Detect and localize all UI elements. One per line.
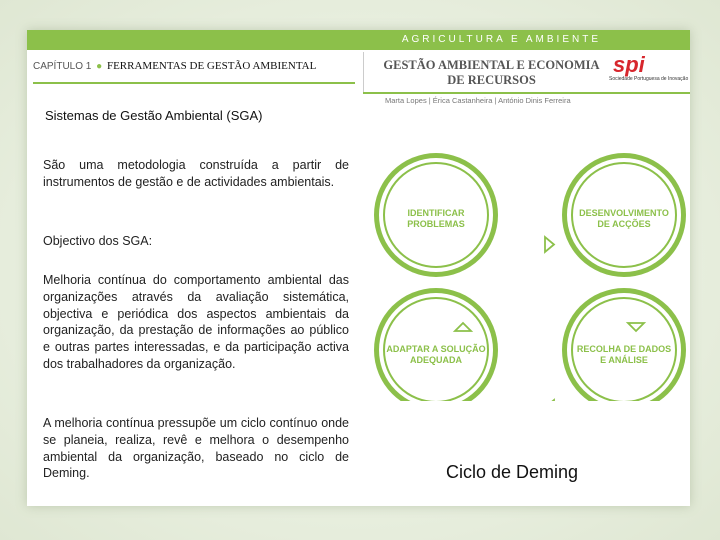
circle-adapt	[374, 288, 498, 401]
arrow-right-icon	[545, 237, 554, 252]
book-title-line2: DE RECURSOS	[447, 73, 536, 87]
circle-adapt-line1: ADAPTAR A SOLUÇÃO	[386, 344, 486, 354]
authors: Marta Lopes | Érica Castanheira | António Dinis Ferreira	[385, 96, 571, 105]
circle-identify	[374, 153, 498, 277]
circle-develop	[562, 153, 686, 277]
chapter-label: CAPÍTULO 1	[33, 61, 92, 72]
spi-logo	[605, 53, 687, 83]
circle-collect-line2: E ANÁLISE	[600, 355, 648, 365]
chapter-heading	[33, 60, 355, 84]
logo-mark: spi	[613, 52, 645, 77]
book-title-line1: GESTÃO AMBIENTAL E ECONOMIA	[383, 58, 600, 72]
bullet-icon: ●	[96, 61, 103, 72]
paragraph-continuous-improvement: A melhoria contínua pressupõe um ciclo contínuo onde se planeia, realiza, revê e melhora o desempenho ambiental da organização, baseado no ciclo de Deming.	[43, 416, 349, 481]
paragraph-objective-heading: Objectivo dos SGA:	[43, 234, 153, 248]
section-title: Sistemas de Gestão Ambiental (SGA)	[45, 108, 263, 123]
paragraph-objective: Melhoria contínua do comportamento ambiental das organizações através da avaliação sistemática, objectiva e periódica dos aspectos ambientais da organização, da prestação de informações ao público e outras partes interessadas, e da participação activa dos trabalhadores da organização.	[43, 273, 349, 371]
circle-identify-line1: IDENTIFICAR	[407, 208, 465, 218]
deming-cycle-diagram	[374, 153, 690, 401]
book-title	[379, 58, 604, 88]
circle-develop-line1: DESENVOLVIMENTO	[579, 208, 669, 218]
header-divider	[363, 52, 364, 94]
top-banner	[27, 30, 690, 50]
circle-adapt-line2: ADEQUADA	[409, 355, 463, 365]
paragraph-definition: São uma metodologia construída a partir de instrumentos de gestão e de actividades ambientais.	[43, 158, 349, 189]
circle-collect	[562, 288, 686, 401]
header-underline	[363, 92, 690, 94]
chapter-title: FERRAMENTAS DE GESTÃO AMBIENTAL	[106, 60, 317, 72]
circle-collect-line1: RECOLHA DE DADOS	[576, 344, 672, 354]
circle-identify-line2: PROBLEMAS	[407, 219, 465, 229]
slide	[27, 30, 690, 506]
banner-text: AGRICULTURA E AMBIENTE	[401, 34, 601, 45]
diagram-caption: Ciclo de Deming	[446, 462, 579, 482]
arrow-left-icon	[545, 400, 554, 401]
logo-subtitle: Sociedade Portuguesa de Inovação	[609, 76, 689, 82]
circle-develop-line2: DE ACÇÕES	[597, 219, 651, 229]
